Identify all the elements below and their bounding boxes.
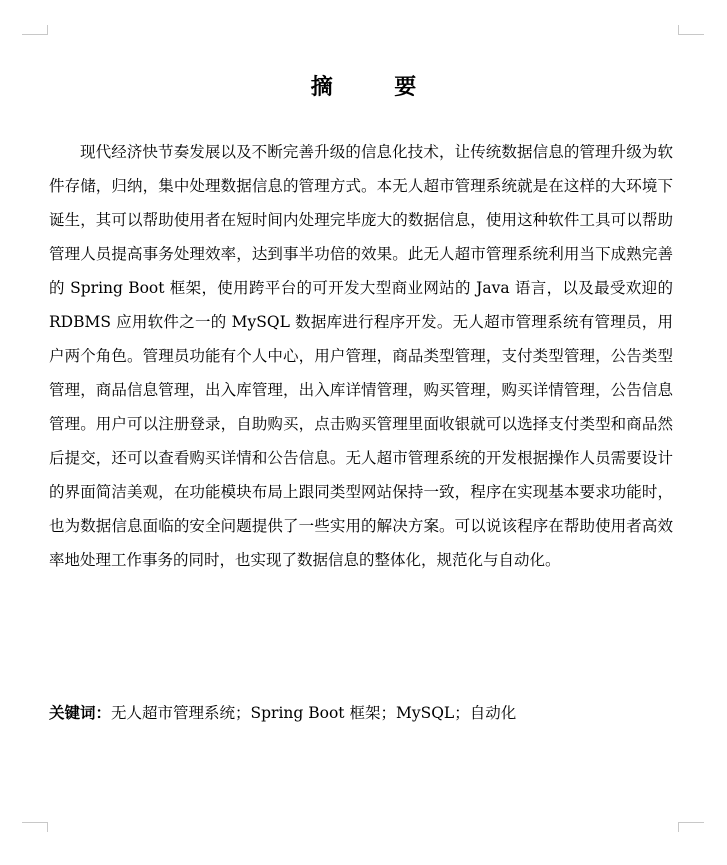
keywords-text: 无人超市管理系统；Spring Boot 框架；MySQL；自动化 bbox=[111, 704, 517, 722]
page-corner-mark-bottom-right bbox=[678, 822, 704, 832]
page-corner-mark-top-left bbox=[22, 25, 48, 35]
abstract-paragraph: 现代经济快节奏发展以及不断完善升级的信息化技术，让传统数据信息的管理升级为软件存储，归纳，集中处理数据信息的管理方式。本无人超市管理系统就是在这样的大环境下诞生，其可以帮助使用者在短时间内处理完毕庞大的数据信息，使用这种软件工具可以帮助管理人员提高事务处理效率，达到事半功倍的效果。此无人超市管理系统利用当下成熟完善的 Spring Boot 框架，使用跨平台的可开发大型商业网站的 Java 语言，以及最受欢迎的 RDBMS 应用软件之一的 MySQL 数据库进行程序开发。无人超市管理系统有管理员，用户两个角色。管理员功能有个人中心，用户管理，商品类型管理，支付类型管理，公告类型管理，商品信息管理，出入库管理，出入库详情管理，购买管理，购买详情管理，公告信息管理。用户可以注册登录，自助购买，点击购买管理里面收银就可以选择支付类型和商品然后提交，还可以查看购买详情和公告信息。无人超市管理系统的开发根据操作人员需要设计的界面简洁美观，在功能模块布局上跟同类型网站保持一致，程序在实现基本要求功能时，也为数据信息面临的安全问题提供了一些实用的解决方案。可以说该程序在帮助使用者高效率地处理工作事务的同时，也实现了数据信息的整体化，规范化与自动化。 bbox=[49, 143, 673, 569]
page-corner-mark-bottom-left bbox=[22, 822, 48, 832]
keywords-label: 关键词： bbox=[49, 704, 112, 722]
page-title: 摘 要 bbox=[310, 74, 437, 100]
page-corner-mark-top-right bbox=[678, 25, 704, 35]
keywords-line bbox=[49, 699, 673, 727]
